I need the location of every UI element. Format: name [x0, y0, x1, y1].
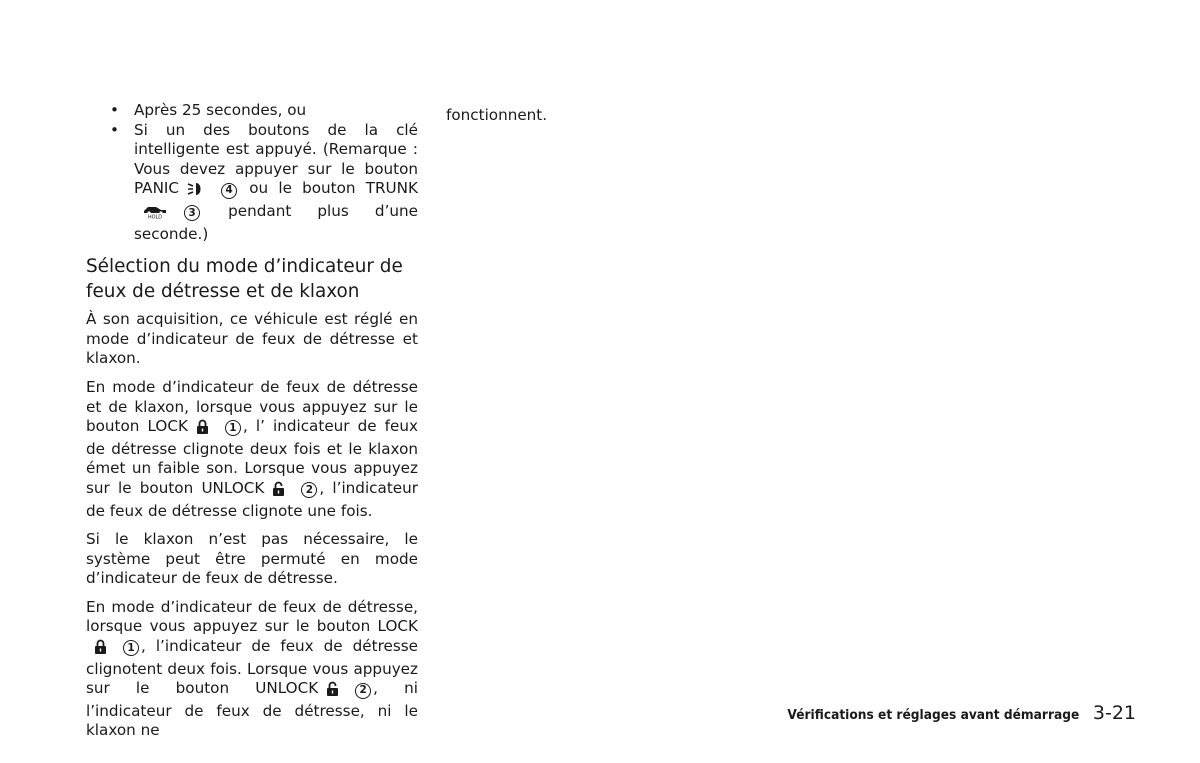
- section-heading: Sélection du mode d’indicateur de feux de détresse et de klaxon: [86, 256, 403, 302]
- svg-text:HOLD: HOLD: [147, 214, 163, 219]
- paragraph: À son acquisition, ce véhicule est réglé en mode d’indicateur de feux de détresse et klaxon.: [86, 310, 418, 368]
- callout-number: 3: [184, 205, 200, 221]
- callout-number: 1: [123, 640, 139, 656]
- page-number: 3-21: [1092, 702, 1136, 724]
- callout-number: 2: [355, 683, 371, 699]
- paragraph-text: , l’ indicateur de feux de détresse clignote deux fois et le klaxon émet un faible son. Lorsque vous appuyez sur le bouton UNLOCK: [86, 417, 418, 497]
- unlock-icon: [326, 681, 339, 702]
- bullet-dot: •: [110, 120, 119, 139]
- lock-icon: [196, 419, 209, 440]
- bullet-text: Si un des boutons de la clé intelligente est appuyé. (Remarque : Vous devez appuyer sur le bouton PANIC: [134, 120, 418, 198]
- bullet-dot: •: [110, 101, 119, 119]
- lock-icon: [94, 639, 107, 660]
- paragraph-text: En mode d’indicateur de feux de détresse et de klaxon, lorsque vous appuyez sur le bouton LOCK: [86, 377, 418, 436]
- paragraph: [86, 598, 418, 741]
- paragraph: [86, 378, 418, 521]
- right-column: [446, 106, 776, 135]
- bullet-list: [86, 101, 418, 244]
- callout-number: 1: [225, 420, 241, 436]
- bullet-text: Après 25 secondes, ou: [134, 101, 307, 119]
- callout-number: 2: [301, 482, 317, 498]
- paragraph-text: , l’indicateur de feux de détresse clignote une fois.: [86, 478, 418, 520]
- left-column: [86, 101, 418, 750]
- bullet-text: pendant plus d’une seconde.): [134, 201, 418, 243]
- list-item: [86, 101, 418, 121]
- paragraph-text: , l’indicateur de feux de détresse clignotent deux fois. Lorsque vous appuyez sur le bouton UNLOCK: [86, 637, 418, 698]
- callout-number: 4: [221, 183, 237, 199]
- unlock-icon: [272, 481, 285, 502]
- trunk-icon: [142, 203, 168, 225]
- list-item: [86, 121, 418, 245]
- panic-icon: [187, 182, 205, 202]
- page-footer: [755, 702, 1136, 724]
- paragraph-text: En mode d’indicateur de feux de détresse, lorsque vous appuyez sur le bouton LOCK: [86, 597, 418, 636]
- section-title: Vérifications et réglages avant démarrage: [786, 707, 1079, 723]
- paragraph: Si le klaxon n’est pas nécessaire, le système peut être permuté en mode d’indicateur de feux de détresse.: [86, 530, 418, 588]
- bullet-text: ou le bouton TRUNK: [249, 179, 418, 198]
- paragraph: fonctionnent.: [446, 106, 548, 124]
- paragraph-text: , ni l’indicateur de feux de détresse, ni le klaxon ne: [86, 679, 418, 740]
